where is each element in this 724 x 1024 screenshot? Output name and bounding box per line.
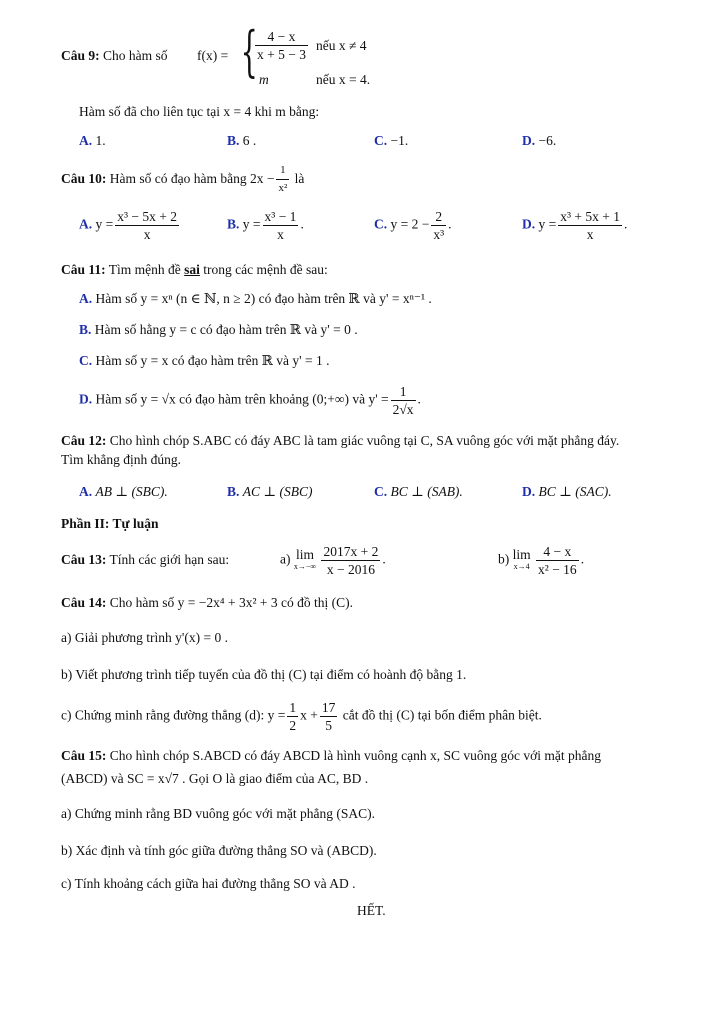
- q12-line2: Tìm khẳng định đúng.: [61, 452, 181, 467]
- q14-part-c: c) Chứng minh rằng đường thẳng (d): y = $\frac{1}{2}$ x + $\frac{17}{5}$ cắt đồ thị (C) tại bốn điểm phân biệt.: [61, 700, 542, 733]
- q9-header: [61, 48, 168, 64]
- q9-option-b: B. 6 .: [227, 133, 257, 148]
- q9-option-d: D. −6.: [522, 133, 557, 148]
- q15-part-c: c) Tính khoảng cách giữa hai đường thẳng SO và AD .: [61, 876, 356, 891]
- q14-part-a: a) Giải phương trình y'(x) = 0 .: [61, 630, 228, 645]
- q14-header: Câu 14: Cho hàm số y = −2x⁴ + 3x² + 3 có đồ thị (C).: [61, 595, 353, 610]
- q12-option-a: A. AB ⊥ (SBC).: [79, 484, 168, 499]
- end-mark: HẾT.: [357, 903, 386, 918]
- q15-part-a: a) Chứng minh rằng BD vuông góc với mặt phẳng (SAC).: [61, 806, 376, 821]
- q10-header: Câu 10: Hàm số có đạo hàm bằng 2x − $\frac{1}{\text{x²}}$ là: [61, 164, 305, 195]
- q9-fx: f(x) =: [197, 48, 229, 63]
- q12-line1: Câu 12: Cho hình chóp S.ABC có đáy ABC là tam giác vuông tại C, SA vuông góc với mặt phẳng đáy.: [61, 433, 620, 448]
- q13-header: Câu 13: Tính các giới hạn sau:: [61, 552, 230, 567]
- q11-option-d: D. Hàm số y = √x có đạo hàm trên khoảng (0;+∞) và y' = $\frac{1}{2√x}$ .: [79, 384, 421, 417]
- q10-option-a: A. y = $\frac{\text{x³ − 5x + 2}}{x}$: [79, 209, 178, 242]
- q10-option-c: C. y = 2 − $\frac{2}{\text{x³}}$ .: [374, 209, 452, 242]
- q12-option-c: C. BC ⊥ (SAB).: [374, 484, 463, 499]
- q9-piece1: [253, 28, 310, 63]
- q11-option-b: B. Hàm số hằng y = c có đạo hàm trên ℝ và y' = 0 .: [79, 322, 358, 337]
- q12-option-d: D. BC ⊥ (SAC).: [522, 484, 612, 499]
- q9-piece1-den: x + 5 − 3: [257, 47, 306, 62]
- q15-part-b: b) Xác định và tính góc giữa đường thẳng SO và (ABCD).: [61, 843, 377, 858]
- q11-option-a: A. Hàm số y = xⁿ (n ∈ ℕ, n ≥ 2) có đạo hàm trên ℝ và y' = xⁿ⁻¹ .: [79, 291, 432, 306]
- q13-part-a: a) lim x→−∞ $\frac{2017x + 2}{x - 2016}$ .: [280, 544, 386, 577]
- q9-piece2-cond: nếu x = 4.: [316, 72, 371, 87]
- q9-brace: {: [240, 20, 258, 83]
- q9-piece1-num: 4 − x: [255, 28, 308, 46]
- q9-piece1-cond: nếu x ≠ 4: [316, 38, 367, 53]
- q9-text: Cho hàm số: [103, 48, 168, 63]
- q14-part-b: b) Viết phương trình tiếp tuyến của đồ thị (C) tại điểm có hoành độ bằng 1.: [61, 667, 467, 682]
- q9-prompt: Hàm số đã cho liên tục tại x = 4 khi m bằng:: [79, 104, 320, 119]
- q9-label: Câu 9:: [61, 48, 100, 63]
- q10-option-d: D. y = $\frac{\text{x³ + 5x + 1}}{x}$ .: [522, 209, 628, 242]
- part2-title: Phần II: Tự luận: [61, 516, 159, 531]
- q11-option-c: C. Hàm số y = x có đạo hàm trên ℝ và y' = 1 .: [79, 353, 330, 368]
- q10-option-b: B. y = $\frac{\text{x³ − 1}}{x}$ .: [227, 209, 304, 242]
- q9-option-c: C. −1.: [374, 133, 409, 148]
- q11-header: Câu 11: Tìm mệnh đề sai trong các mệnh đề sau:: [61, 262, 328, 277]
- q13-part-b: b) lim x→4 $\frac{4 - x}{\text{x² − 16}}$ .: [498, 544, 585, 577]
- q15-line2: (ABCD) và SC = x√7 . Gọi O là giao điểm của AC, BD .: [61, 771, 369, 786]
- q9-piece2-val: m: [259, 72, 269, 87]
- q12-option-b: B. AC ⊥ (SBC): [227, 484, 313, 499]
- q9-option-a: A. 1.: [79, 133, 106, 148]
- q15-line1: Câu 15: Cho hình chóp S.ABCD có đáy ABCD là hình vuông cạnh x, SC vuông góc với mặt phẳng: [61, 748, 602, 763]
